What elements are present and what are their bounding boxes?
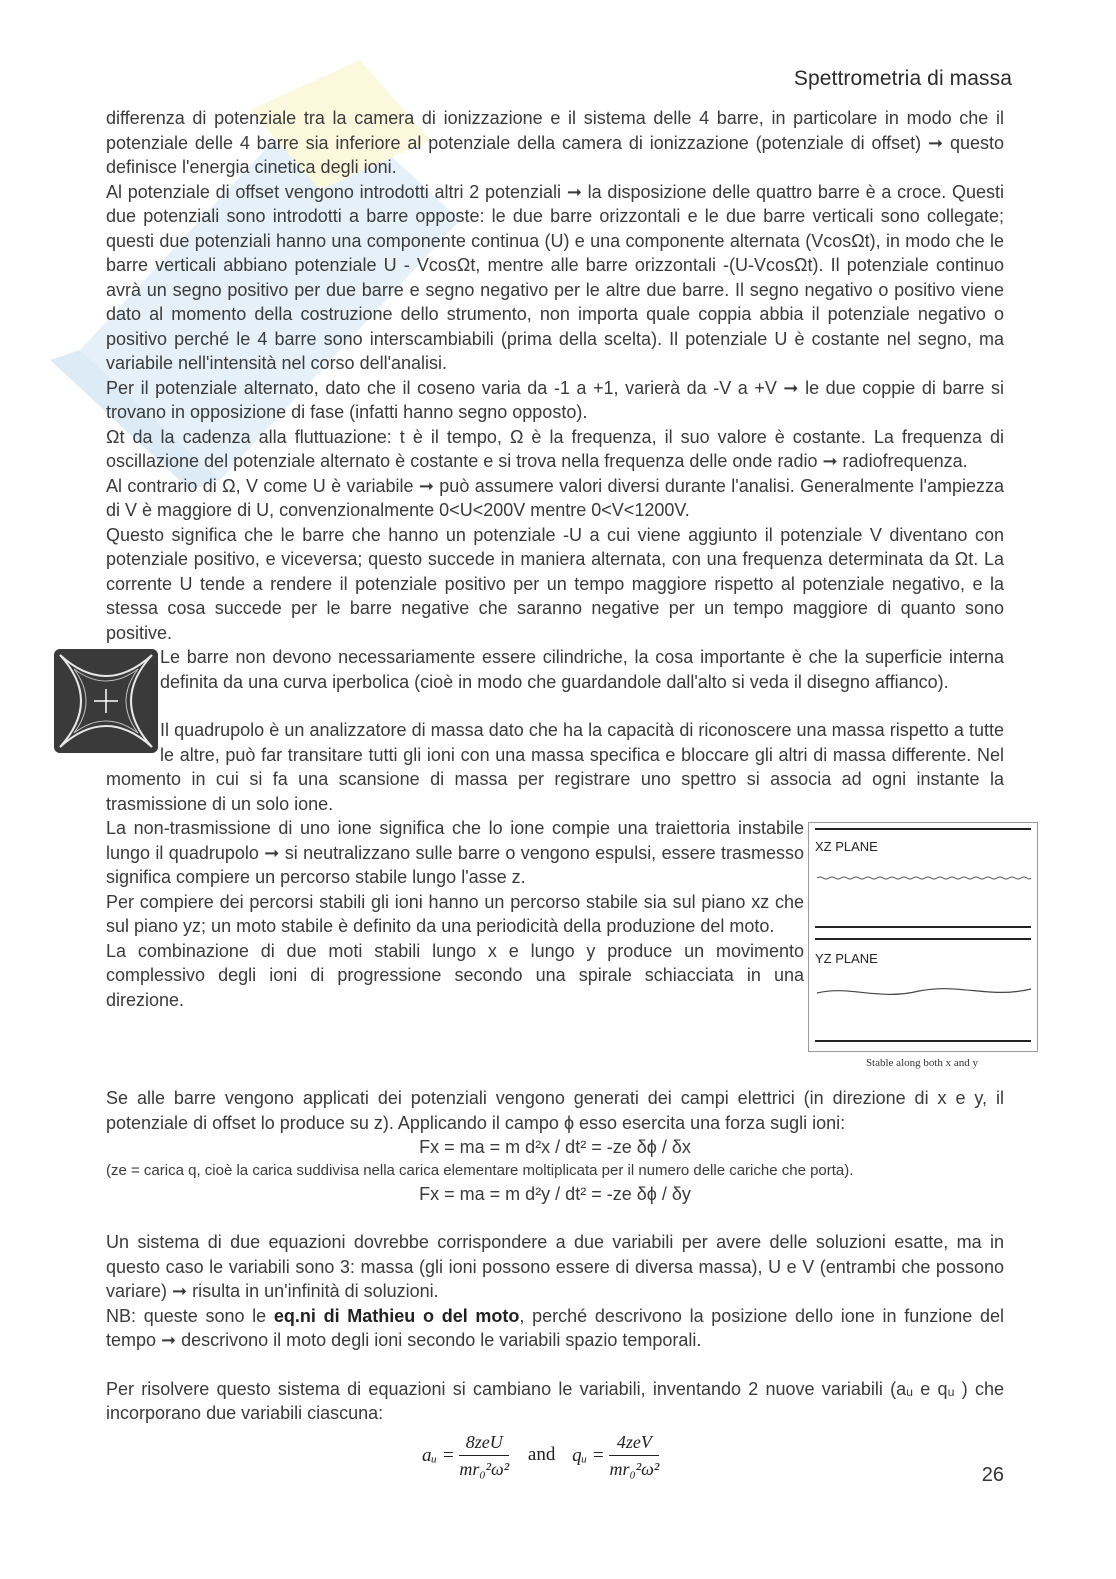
q-u-denominator: mr₀²ω² [609,1459,660,1479]
a-u-lhs: aᵤ = [422,1444,455,1466]
q-u-fraction [609,1430,659,1482]
paragraph: La combinazione di due moti stabili lungo x e lungo y produce un movimento complessivo degli ioni di progressione secondo una spirale schiacciata in una direzione. [106,940,804,1010]
paragraph: Le barre non devono necessariamente essere cilindriche, la cosa importante è che la superficie interna definita da una curva iperbolica (cioè in modo che guardandole dall'alto si veda il disegno affianco). [160,647,1004,692]
paragraph: Al potenziale di offset vengono introdotti altri 2 potenziali ➞ la disposizione delle quattro barre è a croce. Questi due potenziali sono introdotti a barre opposte: le due barre orizzontali e le due barre verticali sono collegate; questi due potenziali hanno una componente continua (U) e una componente alternata (VcosΩt), in modo che le barre verticali abbiano potenziale U - VcosΩt, mentre alle barre orizzontali -(U-VcosΩt). Il potenziale continuo avrà un segno positivo per due barre e segno negativo per le altre due barre. Il segno negativo o positivo viene dato al momento della costruzione dello strumento, non importa quale coppia abbia il potenziale negativo o positivo perché le 4 barre sono interscambiabili (prima della scelta). Il potenziale U è costante nel segno, ma variabile nell'intensità nel corso dell'analisi. [106,181,1004,373]
figure-frame [808,822,1038,1052]
hyperbolic-rods-image [54,649,158,753]
q-u-lhs: qᵤ = [572,1444,605,1466]
paragraph: Un sistema di due equazioni dovrebbe corrispondere a due variabili per avere delle soluzioni esatte, ma in questo caso le variabili sono 3: massa (gli ioni possono essere di diversa massa), U e V (entrambi che possono variare) ➞ risulta in un'infinità di soluzioni. [106,1232,1004,1301]
a-u-numerator: 8zeU [459,1430,509,1457]
figure-caption: Stable along both x and y [865,1057,979,1069]
paragraph-mathieu [106,1304,1004,1353]
formula [422,1430,659,1482]
paragraph: Al contrario di Ω, V come U è variabile ➞ può assumere valori diversi durante l'analisi. Generalmente l'ampiezza di V è maggiore di U, convenzionalmente 0<U<200V mentre 0<V<1200V. [106,475,1004,520]
paragraph: Questo significa che le barre che hanno un potenziale -U a cui viene aggiunto il potenziale V diventano con potenziale positivo, e viceversa; questo succede in maniera alternata, con una frequenza determinata da Ωt. La corrente U tende a rendere il potenziale positivo per un tempo maggiore rispetto al potenziale negativo, e la stessa cosa succede per le barre negative che saranno negative per un tempo maggiore di quanto sono positive. [106,524,1004,643]
page-header-title: Spettrometria di massa [793,67,1012,90]
equation-fx: Fx = ma = m d²x / dt² = -ze δϕ / δx [419,1137,691,1157]
a-u-denominator: mr₀²ω² [459,1459,510,1479]
spacer [106,694,1004,718]
paragraph: Il quadrupolo è un analizzatore di massa dato che ha la capacità di riconoscere una massa rispetto a tutte le altre, può far transitare tutti gli ioni con una massa specifica e bloccare gli altri di massa differente. Nel momento in cui si fa una scansione di massa per registrare uno spettro si associa ad ogni instante la trasmissione di un solo ione. [106,720,1004,814]
paragraph: Per risolvere questo sistema di equazioni si cambiano le variabili, inventando 2 nuove variabili (aᵤ e qᵤ ) che incorporano due variabili ciascuna: [106,1378,1004,1423]
spacer [106,1353,1004,1377]
spacer [106,1206,1004,1230]
mathieu-parameters-formula [106,1430,1004,1490]
paragraph: Se alle barre vengono applicati dei potenziali vengono generati dei campi elettrici (in direzione di x e y, il potenziale di offset lo produce su z). Applicando il campo ϕ esso esercita una forza sugli ioni: [106,1088,1004,1133]
text-run: , perché descrivono la posizione dello ione in funzione del tempo ➞ descrivono il moto degli ioni secondo le variabili spazio temporali. [106,1305,1004,1350]
a-u-fraction [459,1430,509,1482]
xz-plane-label: XZ PLANE [815,839,878,854]
equation-note: (ze = carica q, cioè la carica suddivisa nella carica elementare moltiplicata per il numero delle cariche che porta). [106,1161,854,1179]
stable-trajectory-figure [808,822,1038,1069]
and-word: and [527,1444,556,1466]
paragraph: differenza di potenziale tra la camera di ionizzazione e il sistema delle 4 barre, in particolare in modo che il potenziale delle 4 barre sia inferiore al potenziale della camera di ionizzazione (potenziale di offset) ➞ questo definisce l'energia cinetica degli ioni. [106,108,1004,177]
document-body [106,106,1004,1490]
paragraph: Ωt da la cadenza alla fluttuazione: t è il tempo, Ω è la frequenza, il suo valore è costante. La frequenza di oscillazione del potenziale alternato è costante e si trova nella frequenza delle onde radio ➞ radiofrequenza. [106,426,1004,471]
mathieu-term: eq.ni di Mathieu o del moto [273,1305,520,1326]
equation-fy: Fx = ma = m d²y / dt² = -ze δϕ / δy [419,1183,691,1204]
paragraph: La non-trasmissione di uno ione significa che lo ione compie una traiettoria instabile lungo il quadrupolo ➞ si neutralizzano sulle barre o vengono espulsi, essere trasmesso significa compiere un percorso stabile lungo l'asse z. [106,818,804,887]
paragraph: Per il potenziale alternato, dato che il coseno varia da -1 a +1, varierà da -V a +V ➞ le due coppie di barre si trovano in opposizione di fase (infatti hanno segno opposto). [106,377,1004,422]
yz-plane-label: YZ PLANE [815,951,878,966]
paragraph: Per compiere dei percorsi stabili gli ioni hanno un percorso stabile sia sul piano xz che sul piano yz; un moto stabile è definito da una periodicità della produzione del moto. [106,891,804,936]
q-u-numerator: 4zeV [609,1430,659,1457]
page-number: 26 [981,1464,1004,1486]
text-run: NB: queste sono le [106,1305,274,1326]
